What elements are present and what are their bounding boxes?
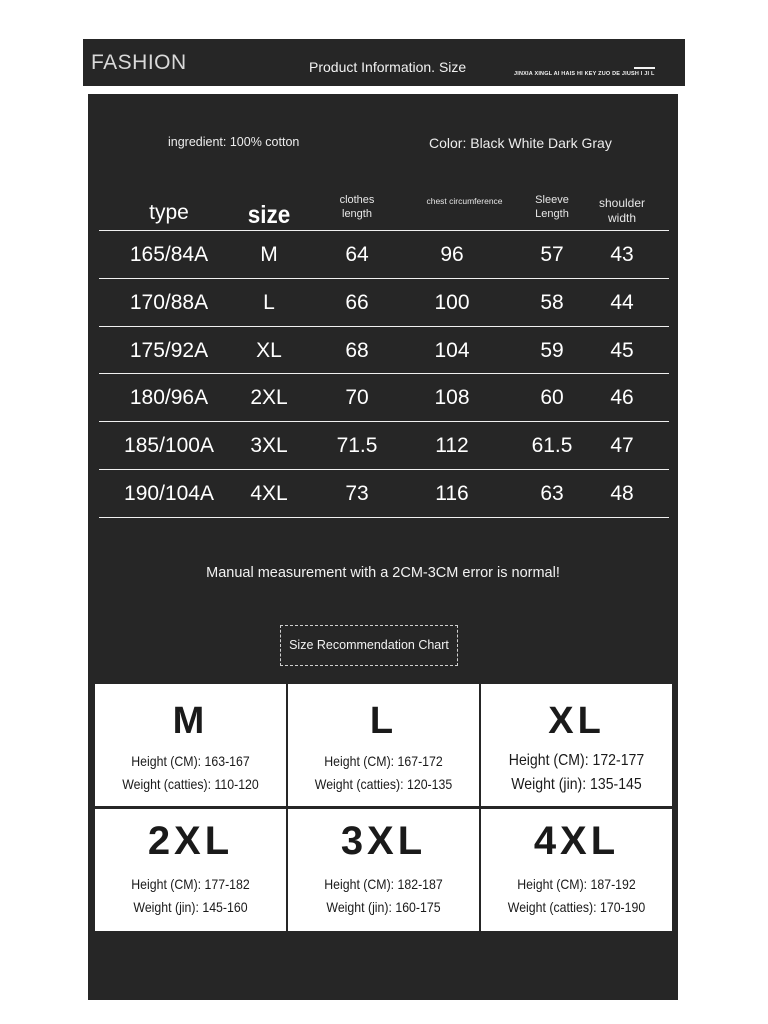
cell-sleeve: 58 xyxy=(540,290,564,314)
cell-type: 180/96A xyxy=(129,386,209,410)
recommendation-size: XL xyxy=(548,700,605,742)
header-clothes-length: clothes length xyxy=(339,194,375,220)
cell-size: M xyxy=(260,243,278,266)
cell-size: 2XL xyxy=(250,386,288,410)
size-recommendation-grid xyxy=(95,684,672,931)
cell-type: 190/104A xyxy=(124,481,214,505)
recommendation-weight: Weight (catties): 110-120 xyxy=(122,776,259,792)
table-row xyxy=(99,470,669,518)
cell-shoulder: 43 xyxy=(610,243,634,266)
recommendation-weight: Weight (catties): 120-135 xyxy=(314,776,453,792)
header-tagline: JINXIA XINGL AI HAIS HI KEY ZUO DE JIUSH I JI L xyxy=(514,71,655,77)
page-title: Product Information. Size xyxy=(309,59,467,75)
cell-clothes-length: 73 xyxy=(345,481,369,505)
recommendation-size: 4XL xyxy=(533,819,620,863)
recommendation-size: M xyxy=(172,700,209,742)
cell-shoulder: 46 xyxy=(610,386,634,410)
recommendation-weight: Weight (jin): 135-145 xyxy=(511,776,642,793)
cell-sleeve: 57 xyxy=(540,243,564,266)
recommendation-card-m xyxy=(95,684,286,806)
header-sleeve-length: Sleeve Length xyxy=(535,194,569,220)
cell-shoulder: 45 xyxy=(610,338,634,362)
measurement-note: Manual measurement with a 2CM-3CM error is normal! xyxy=(206,565,560,581)
cell-type: 185/100A xyxy=(124,434,214,458)
recommendation-height: Height (CM): 182-187 xyxy=(324,876,443,892)
header-chest-circumference: chest circumference xyxy=(426,196,503,206)
cell-size: 3XL xyxy=(250,434,288,458)
decorative-dash xyxy=(634,67,655,69)
header-shoulder-width: shoulder width xyxy=(598,196,646,225)
cell-sleeve: 59 xyxy=(540,338,564,362)
recommendation-card-2xl xyxy=(95,809,286,931)
cell-chest: 116 xyxy=(435,481,469,505)
cell-chest: 100 xyxy=(434,290,470,314)
recommendation-height: Height (CM): 167-172 xyxy=(324,753,443,769)
table-row xyxy=(99,374,669,422)
recommendation-height: Height (CM): 187-192 xyxy=(517,876,636,892)
cell-shoulder: 47 xyxy=(610,434,634,458)
cell-sleeve: 61.5 xyxy=(531,434,573,458)
cell-chest: 112 xyxy=(435,434,469,458)
header-type: type xyxy=(149,201,189,224)
cell-sleeve: 60 xyxy=(540,386,564,410)
color-info: Color: Black White Dark Gray xyxy=(429,135,612,151)
recommendation-size: 2XL xyxy=(147,819,234,863)
brand-logo: FASHION xyxy=(91,51,187,74)
table-row xyxy=(99,279,669,327)
recommendation-weight: Weight (jin): 145-160 xyxy=(133,899,248,915)
table-row xyxy=(99,231,669,279)
cell-clothes-length: 68 xyxy=(345,338,369,362)
recommendation-card-3xl xyxy=(288,809,479,931)
cell-type: 175/92A xyxy=(129,338,209,362)
recommendation-size: L xyxy=(369,700,398,742)
recommendation-height: Height (CM): 163-167 xyxy=(131,753,250,769)
header-bar xyxy=(83,39,685,86)
size-recommendation-button[interactable]: Size Recommendation Chart xyxy=(280,625,458,666)
recommendation-card-xl xyxy=(481,684,672,806)
cell-shoulder: 44 xyxy=(610,290,634,314)
cell-sleeve: 63 xyxy=(540,481,564,505)
table-body xyxy=(99,230,669,518)
cell-chest: 96 xyxy=(440,243,464,266)
cell-clothes-length: 71.5 xyxy=(336,434,378,458)
recommendation-size: 3XL xyxy=(340,819,427,863)
recommendation-height: Height (CM): 172-177 xyxy=(508,752,645,769)
ingredient-info: ingredient: 100% cotton xyxy=(168,135,300,149)
recommendation-height: Height (CM): 177-182 xyxy=(131,876,250,892)
cell-size: XL xyxy=(256,338,282,362)
header-size: size xyxy=(247,201,291,229)
table-row xyxy=(99,422,669,470)
recommendation-card-4xl xyxy=(481,809,672,931)
recommendation-card-l xyxy=(288,684,479,806)
cell-clothes-length: 70 xyxy=(345,386,369,410)
cell-size: L xyxy=(263,290,275,314)
recommendation-weight: Weight (jin): 160-175 xyxy=(326,899,441,915)
table-row xyxy=(99,327,669,375)
recommendation-weight: Weight (catties): 170-190 xyxy=(507,899,646,915)
cell-type: 165/84A xyxy=(129,243,209,266)
cell-chest: 108 xyxy=(434,386,470,410)
cell-shoulder: 48 xyxy=(610,481,634,505)
cell-clothes-length: 64 xyxy=(345,243,369,266)
cell-clothes-length: 66 xyxy=(345,290,369,314)
cell-type: 170/88A xyxy=(129,290,209,314)
cell-size: 4XL xyxy=(250,481,288,505)
cell-chest: 104 xyxy=(434,338,470,362)
